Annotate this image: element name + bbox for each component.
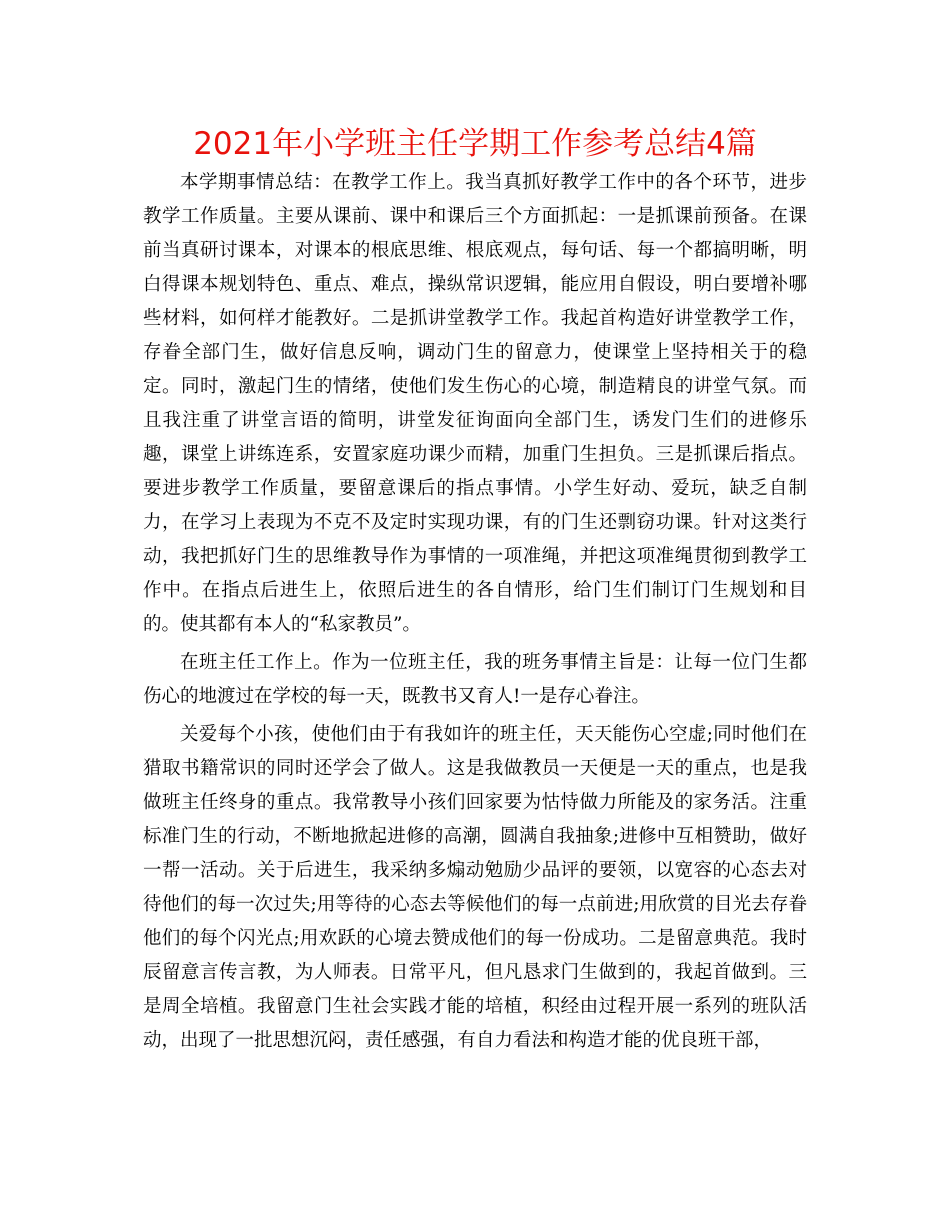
paragraph-class-teacher-work: 在班主任工作上。作为一位班主任，我的班务事情主旨是：让每一位门生都伤心的地渡过在学校的每一天，既教书又育人!一是存心眷注。 — [143, 652, 807, 707]
document-body — [143, 166, 807, 1058]
paragraph-caring-children: 关爱每个小孩，使他们由于有我如许的班主任，天天能伤心空虚;同时他们在猎取书籍常识的同时还学会了做人。这是我做教员一天便是一天的重点，也是我做班主任终身的重点。我常教导小孩们回家要为怙恃做力所能及的家务活。注重标准门生的行动，不断地掀起进修的高潮，圆满自我抽象;进修中互相赞助，做好一帮一活动。关于后进生，我采纳多煽动勉励少品评的要领，以宽容的心态去对待他们的每一次过失;用等待的心态去等候他们的每一点前进;用欣赏的目光去存眷他们的每个闪光点;用欢跃的心境去赞成他们的每一份成功。二是留意典范。我时辰留意言传言教，为人师表。日常平凡，但凡恳求门生做到的，我起首做到。三是周全培植。我留意门生社会实践才能的培植，积经由过程开展一系列的班队活动，出现了一批思想沉闷，责任感强，有自力看法和构造才能的优良班干部， — [143, 724, 807, 1051]
document-title: 2021年小学班主任学期工作参考总结4篇 — [193, 126, 757, 162]
paragraph-teaching-work: 本学期事情总结：在教学工作上。我当真抓好教学工作中的各个环节，进步教学工作质量。主要从课前、课中和课后三个方面抓起：一是抓课前预备。在课前当真研讨课本，对课本的根底思维、根底观点，每句话、每一个都搞明晰，明白得课本规划特色、重点、难点，操纵常识逻辑，能应用自假设，明白要增补哪些材料，如何样才能教好。二是抓讲堂教学工作。我起首构造好讲堂教学工作，存眷全部门生，做好信息反响，调动门生的留意力，使课堂上坚持相关于的稳定。同时，激起门生的情绪，使他们发生伤心的心境，制造精良的讲堂气氛。而且我注重了讲堂言语的简明，讲堂发征询面向全部门生，诱发门生们的进修乐趣，课堂上讲练连系，安置家庭功课少而精，加重门生担负。三是抓课后指点。要进步教学工作质量，要留意课后的指点事情。小学生好动、爱玩，缺乏自制力，在学习上表现为不克不及定时实现功课，有的门生还剽窃功课。针对这类行动，我把抓好门生的思维教导作为事情的一项准绳，并把这项准绳贯彻到教学工作中。在指点后进生上，依照后进生的各自情形，给门生们制订门生规划和目的。使其都有本人的“私家教员”。 — [143, 172, 807, 635]
